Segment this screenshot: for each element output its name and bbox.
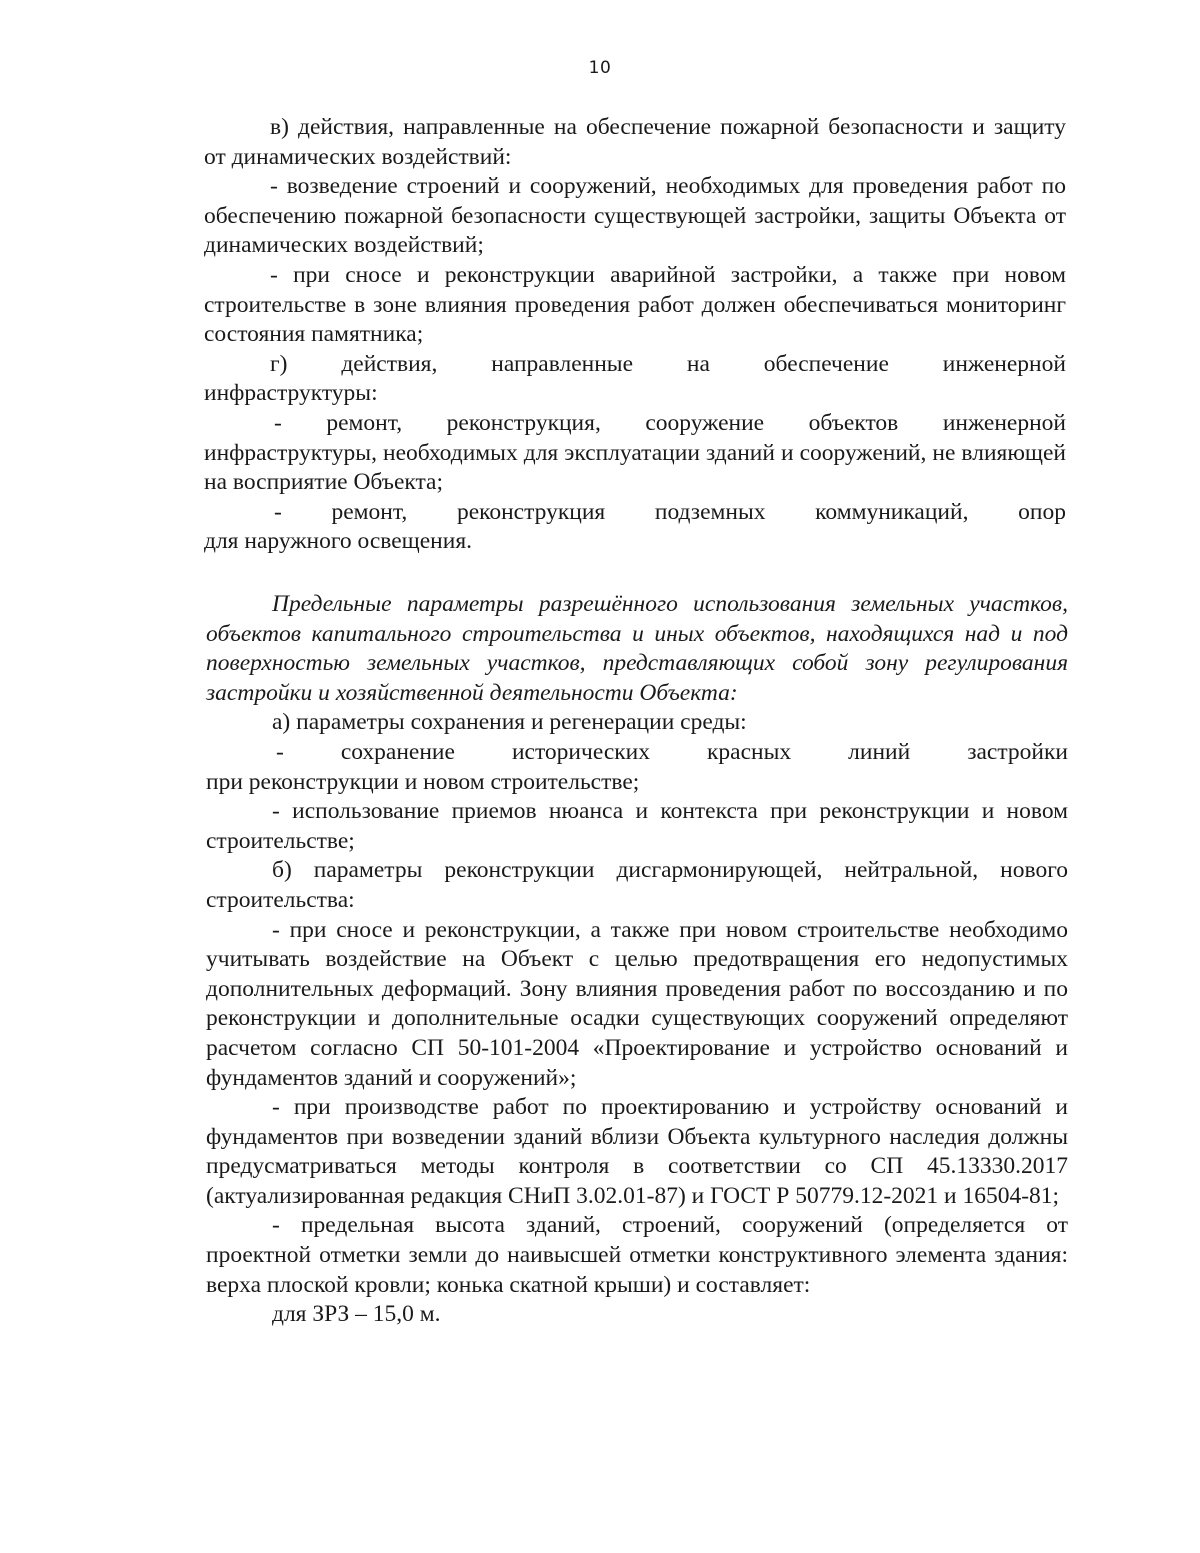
section-v-item-2: - при сносе и реконструкции аварийной застройки, а также при новом строительстве в зоне влияния проведения работ должен обеспечиваться мониторинг состояния памятника; (204, 261, 1066, 348)
item-word: - (274, 498, 282, 525)
item-word: коммуникаций, (815, 498, 969, 525)
item-word: красных (707, 738, 792, 765)
limits-b-heading: б) параметры реконструкции дисгармонирующей, нейтральной, нового строительства: (206, 857, 1068, 913)
item-word: сохранение (340, 738, 455, 765)
section-g-item-2-tail: для наружного освещения. (204, 528, 473, 555)
heading-word: направленные (491, 350, 634, 377)
section-g-heading-row (204, 350, 1066, 380)
heading-word: обеспечение (763, 350, 889, 377)
limits-section (206, 590, 1068, 1330)
item-word: застройки (967, 738, 1068, 765)
section-g-heading-tail: инфраструктуры: (204, 380, 378, 407)
section-v-and-g (204, 113, 1066, 557)
limits-b-item-3-value: для ЗРЗ – 15,0 м. (272, 1301, 441, 1328)
section-g-item-1-tail: инфраструктуры, необходимых для эксплуатации зданий и сооружений, не влияющей на восприятие Объекта; (204, 439, 1066, 496)
item-word: опор (1018, 498, 1066, 525)
page-number: 10 (588, 58, 612, 78)
section-v-heading: в) действия, направленные на обеспечение пожарной безопасности и защиту от динамических воздействий: (204, 114, 1066, 170)
section-v-item-1: - возведение строений и сооружений, необходимых для проведения работ по обеспечению пожарной безопасности существующей застройки, защиты Объекта от динамических воздействий; (204, 173, 1066, 259)
section-g-item-2-row (204, 498, 1066, 528)
limits-a-item-1-row (206, 738, 1068, 768)
item-word: сооружение (645, 409, 765, 436)
heading-word: действия, (341, 350, 438, 377)
item-word: реконструкция (456, 498, 606, 525)
item-word: - (274, 409, 282, 436)
heading-word: на (686, 350, 710, 377)
item-word: ремонт, (331, 498, 408, 525)
limits-a-heading: а) параметры сохранения и регенерации среды: (272, 709, 747, 736)
heading-word: инженерной (942, 350, 1066, 377)
limits-a-item-1-tail: при реконструкции и новом строительстве; (206, 768, 640, 795)
section-g-item-1-row (204, 409, 1066, 439)
item-word: реконструкция, (446, 409, 601, 436)
limits-title: Предельные параметры разрешённого использования земельных участков, объектов капитального строительства и иных объектов, находящихся над и под поверхностью земельных участков, представляющих собой зону регулирования застройки и хозяйственной деятельности Объекта: (206, 591, 1068, 706)
limits-b-item-1: - при сносе и реконструкции, а также при новом строительстве необходимо учитывать воздействие на Объект с целью предотвращения его недопустимых дополнительных деформаций. Зону влияния проведения работ по воссозданию и по реконструкции и дополнительные осадки существующих сооружений определяют расчетом согласно СП 50-101-2004 «Проектирование и устройство оснований и фундаментов зданий и сооружений»; (206, 916, 1068, 1091)
heading-word: г) (270, 350, 288, 377)
item-word: инженерной (942, 409, 1066, 436)
item-word: ремонт, (326, 409, 403, 436)
item-word: исторических (511, 738, 651, 765)
item-word: линий (848, 738, 911, 765)
item-word: подземных (654, 498, 766, 525)
limits-b-item-3: - предельная высота зданий, строений, сооружений (определяется от проектной отметки земли до наивысшей отметки конструктивного элемента здания: верха плоской кровли; конька скатной крыши) и составляет: (206, 1212, 1068, 1298)
limits-a-item-2: - использование приемов нюанса и контекста при реконструкции и новом строительстве; (206, 798, 1068, 854)
limits-b-item-2: - при производстве работ по проектированию и устройству оснований и фундаментов при возведении зданий вблизи Объекта культурного наследия должны предусматриваться методы контроля в соответствии со СП 45.13330.2017 (актуализированная редакция СНиП 3.02.01-87) и ГОСТ Р 50779.12-2021 и 16504-81; (206, 1094, 1068, 1209)
item-word: - (276, 738, 284, 765)
item-word: объектов (808, 409, 899, 436)
